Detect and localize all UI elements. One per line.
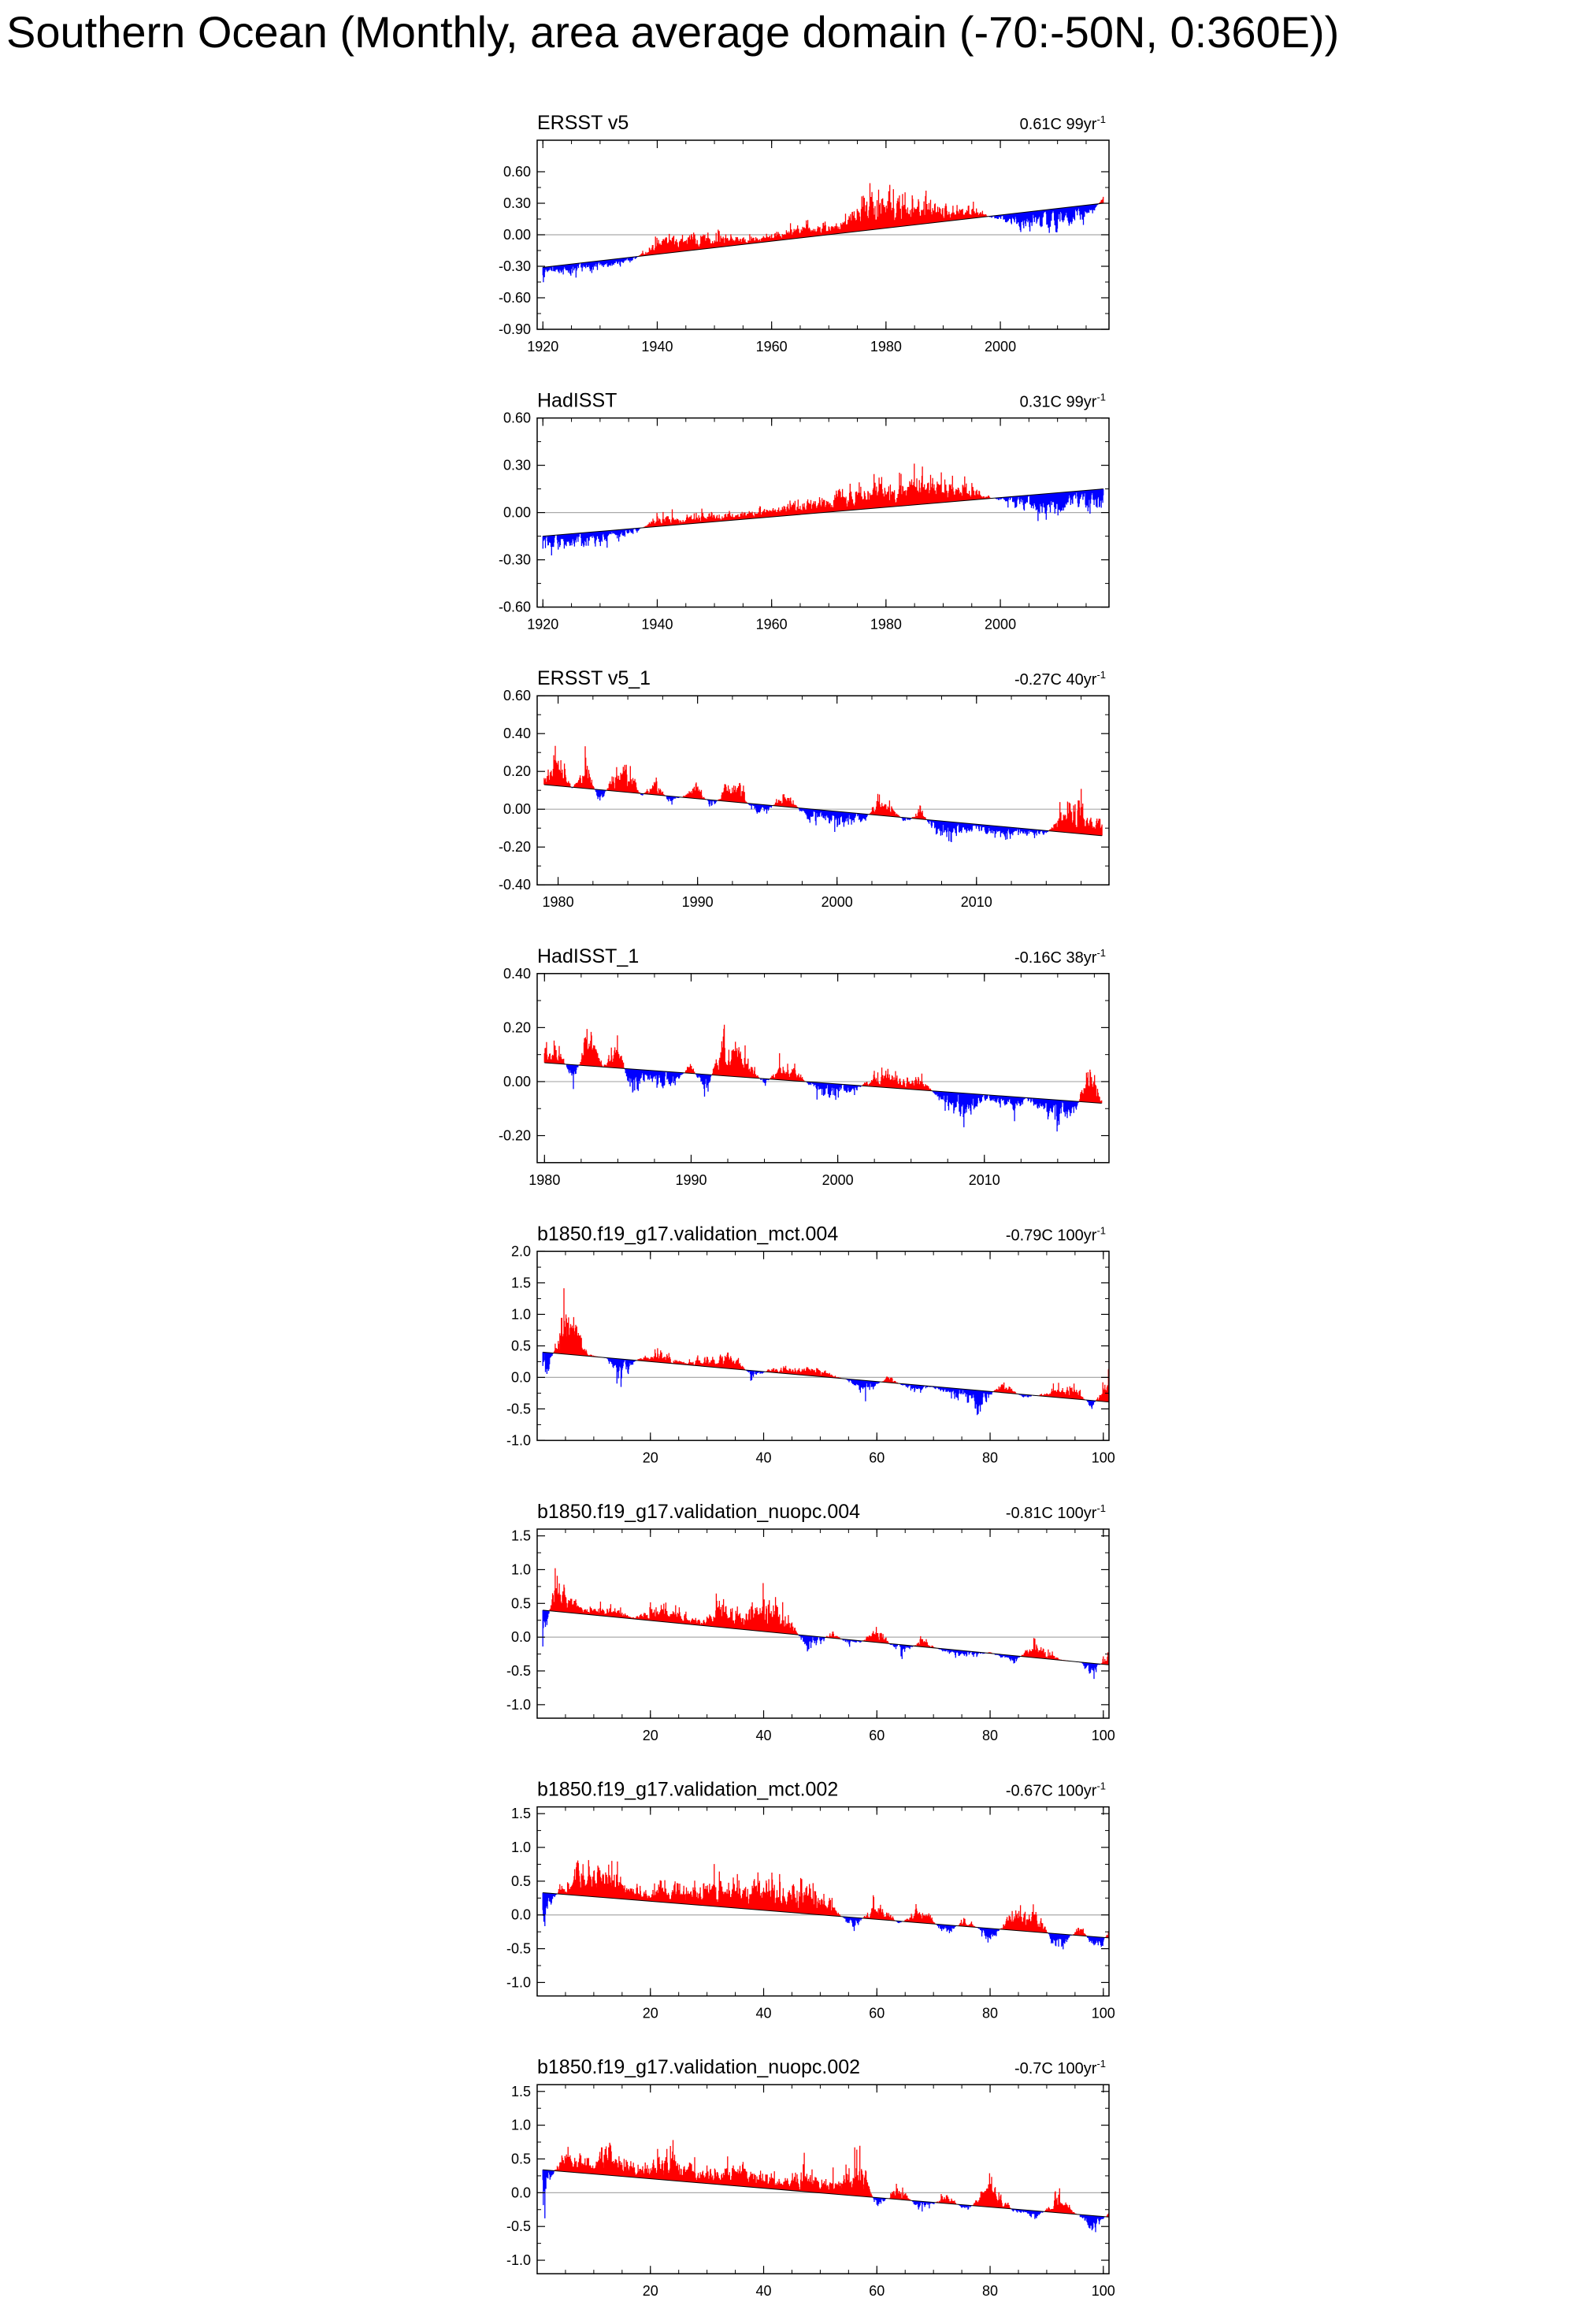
x-tick-label: 100: [1091, 1728, 1115, 1743]
x-tick-label: 80: [982, 1728, 999, 1743]
panel-8: [506, 2056, 1115, 2299]
y-tick-label: 0.00: [503, 1073, 531, 1090]
trend-line: [544, 785, 1102, 836]
trend-unit-exponent: -1: [1096, 1224, 1106, 1237]
positive-anomaly-area: [550, 1569, 1109, 1665]
y-tick-label: 1.0: [510, 1561, 531, 1578]
trend-value: -0.27C 40yr: [1014, 671, 1097, 689]
y-tick-label: -0.5: [506, 1401, 531, 1417]
trend-unit-exponent: -1: [1096, 1502, 1106, 1514]
y-tick-label: 0.40: [503, 965, 531, 982]
y-tick-label: -0.5: [506, 2218, 531, 2235]
y-tick-label: -0.30: [498, 551, 531, 568]
y-tick-label: -0.60: [498, 290, 531, 306]
x-tick-label: 100: [1091, 2005, 1115, 2021]
trend-label: [1014, 2058, 1106, 2077]
x-tick-label: 100: [1091, 1450, 1115, 1466]
x-tick-label: 1940: [641, 339, 673, 355]
x-tick-label: 40: [755, 1450, 772, 1466]
x-tick-label: 20: [642, 2283, 658, 2300]
negative-anomaly-area: [543, 204, 1098, 283]
x-tick-label: 80: [982, 2005, 999, 2021]
y-tick-label: 0.0: [510, 1369, 531, 1386]
y-tick-label: 1.5: [510, 1275, 531, 1291]
trend-unit-exponent: -1: [1096, 946, 1106, 959]
panel-6: [506, 1501, 1115, 1743]
trend-label: [1014, 947, 1106, 967]
trend-value: 0.31C 99yr: [1019, 393, 1097, 411]
trend-value: -0.16C 38yr: [1014, 949, 1097, 967]
y-tick-label: 2.0: [510, 1243, 531, 1260]
trend-label: [1006, 1502, 1106, 1522]
trend-label: [1020, 113, 1106, 133]
trend-line: [543, 203, 1103, 267]
panel-4: [499, 945, 1109, 1188]
x-tick-label: 80: [982, 1450, 999, 1466]
trend-label: [1006, 1224, 1106, 1244]
y-tick-label: 0.00: [503, 801, 531, 818]
y-tick-label: -0.90: [498, 321, 531, 337]
panel-title: HadISST: [537, 389, 618, 412]
y-tick-label: 0.30: [503, 457, 531, 473]
x-tick-label: 60: [869, 2283, 885, 2300]
x-tick-label: 2010: [968, 1171, 1000, 1188]
y-tick-label: -0.5: [506, 1663, 531, 1679]
main-title: Southern Ocean (Monthly, area average domain (-70:-50N, 0:360E)): [6, 7, 1340, 57]
negative-anomaly-area: [543, 489, 1103, 555]
plot-area: [537, 1025, 1109, 1131]
panel-title: HadISST_1: [537, 945, 640, 967]
y-tick-label: 0.60: [503, 688, 531, 704]
trend-unit-exponent: -1: [1096, 391, 1106, 403]
x-tick-label: 80: [982, 2283, 999, 2300]
trend-value: -0.7C 100yr: [1014, 2060, 1097, 2078]
plot-area: [537, 464, 1109, 556]
plot-frame: [537, 1529, 1109, 1718]
trend-label: [1006, 1780, 1106, 1800]
y-tick-label: 1.0: [510, 2117, 531, 2133]
y-tick-label: -0.5: [506, 1940, 531, 1957]
y-tick-label: -0.20: [498, 1127, 531, 1144]
y-tick-label: 1.0: [510, 1840, 531, 1856]
plot-area: [537, 184, 1109, 283]
y-tick-label: 0.5: [510, 1595, 531, 1612]
y-tick-label: 0.0: [510, 1906, 531, 1923]
trend-line: [544, 1063, 1101, 1103]
y-tick-label: 0.30: [503, 195, 531, 211]
plot-area: [537, 746, 1109, 842]
trend-unit-exponent: -1: [1096, 2058, 1106, 2070]
x-tick-label: 40: [755, 2005, 772, 2021]
trend-label: [1020, 392, 1106, 411]
y-tick-label: 0.00: [503, 504, 531, 521]
x-tick-label: 20: [642, 1450, 658, 1466]
x-tick-label: 1960: [755, 616, 788, 633]
trend-value: -0.79C 100yr: [1005, 1227, 1097, 1245]
x-tick-label: 20: [642, 2005, 658, 2021]
x-tick-label: 1960: [755, 339, 788, 355]
x-tick-label: 2010: [960, 894, 992, 911]
x-tick-label: 2000: [985, 616, 1017, 633]
positive-anomaly-area: [554, 2140, 1109, 2218]
y-tick-label: 0.0: [510, 2185, 531, 2201]
panel-1: [499, 112, 1109, 355]
x-tick-label: 1990: [681, 894, 714, 911]
x-tick-label: 1940: [641, 616, 673, 633]
y-tick-label: 1.5: [510, 2083, 531, 2099]
trend-unit-exponent: -1: [1096, 113, 1106, 125]
x-tick-label: 1980: [542, 894, 574, 911]
x-tick-label: 1980: [870, 339, 902, 355]
panel-3: [499, 667, 1109, 910]
positive-anomaly-area: [554, 1288, 1109, 1401]
trend-value: -0.81C 100yr: [1005, 1505, 1097, 1522]
y-tick-label: -0.40: [498, 877, 531, 893]
trend-value: 0.61C 99yr: [1019, 116, 1097, 133]
panel-7: [506, 1779, 1115, 2021]
x-tick-label: 1920: [527, 616, 559, 633]
trend-value: -0.67C 100yr: [1005, 1782, 1097, 1800]
x-tick-label: 40: [755, 2283, 772, 2300]
positive-anomaly-area: [544, 746, 1102, 836]
plot-area: [537, 2140, 1109, 2233]
x-tick-label: 2000: [985, 339, 1017, 355]
plot-area: [537, 1569, 1109, 1680]
trend-label: [1014, 669, 1106, 689]
y-tick-label: 0.20: [503, 763, 531, 780]
negative-anomaly-area: [543, 2170, 1105, 2232]
trend-unit-exponent: -1: [1096, 1780, 1106, 1792]
y-tick-label: 0.20: [503, 1019, 531, 1036]
plot-frame: [537, 2085, 1109, 2274]
x-tick-label: 60: [869, 1728, 885, 1743]
trend-line: [543, 2170, 1109, 2217]
y-tick-label: -0.20: [498, 839, 531, 856]
x-tick-label: 40: [755, 1728, 772, 1743]
y-tick-label: 0.00: [503, 227, 531, 243]
y-tick-label: -1.0: [506, 1974, 531, 1991]
panel-title: ERSST v5: [537, 112, 629, 134]
plot-frame: [537, 1251, 1109, 1440]
x-tick-label: 60: [869, 2005, 885, 2021]
y-tick-label: -0.60: [498, 599, 531, 615]
y-tick-label: 0.0: [510, 1629, 531, 1646]
panel-title: b1850.f19_g17.validation_nuopc.004: [537, 1501, 861, 1523]
plot-area: [537, 1288, 1109, 1415]
plot-area: [537, 1860, 1109, 1949]
y-tick-label: 0.5: [510, 2151, 531, 2167]
y-tick-label: -0.30: [498, 258, 531, 274]
x-tick-label: 2000: [821, 894, 853, 911]
panel-title: b1850.f19_g17.validation_mct.004: [537, 1223, 839, 1246]
panel-2: [499, 390, 1109, 633]
y-tick-label: 1.0: [510, 1306, 531, 1323]
panel-title: b1850.f19_g17.validation_nuopc.002: [537, 2056, 861, 2079]
x-tick-label: 1980: [529, 1171, 561, 1188]
negative-anomaly-area: [566, 1064, 1078, 1131]
y-tick-label: 1.5: [510, 1806, 531, 1822]
plot-frame: [537, 1807, 1109, 1996]
negative-anomaly-area: [572, 787, 1048, 842]
x-tick-label: 2000: [822, 1171, 854, 1188]
x-tick-label: 1920: [527, 339, 559, 355]
y-tick-label: -1.0: [506, 1696, 531, 1713]
positive-anomaly-area: [558, 1860, 1110, 1938]
positive-anomaly-area: [547, 464, 1077, 536]
panel-title: b1850.f19_g17.validation_mct.002: [537, 1778, 839, 1801]
y-tick-label: 0.5: [510, 1873, 531, 1889]
panel-5: [506, 1223, 1115, 1465]
negative-anomaly-area: [543, 1352, 1096, 1415]
y-tick-label: -1.0: [506, 2252, 531, 2269]
y-tick-label: -1.0: [506, 1432, 531, 1449]
negative-anomaly-area: [543, 1610, 1100, 1679]
x-tick-label: 1980: [870, 616, 902, 633]
y-tick-label: 0.5: [510, 1338, 531, 1354]
y-tick-label: 0.60: [503, 164, 531, 180]
x-tick-label: 100: [1091, 2283, 1115, 2300]
x-tick-label: 1990: [675, 1171, 707, 1188]
y-tick-label: 1.5: [510, 1528, 531, 1544]
x-tick-label: 60: [869, 1450, 885, 1466]
trend-unit-exponent: -1: [1096, 669, 1106, 681]
y-tick-label: 0.60: [503, 410, 531, 426]
panel-title: ERSST v5_1: [537, 667, 651, 690]
y-tick-label: 0.40: [503, 726, 531, 742]
x-tick-label: 20: [642, 1728, 658, 1743]
